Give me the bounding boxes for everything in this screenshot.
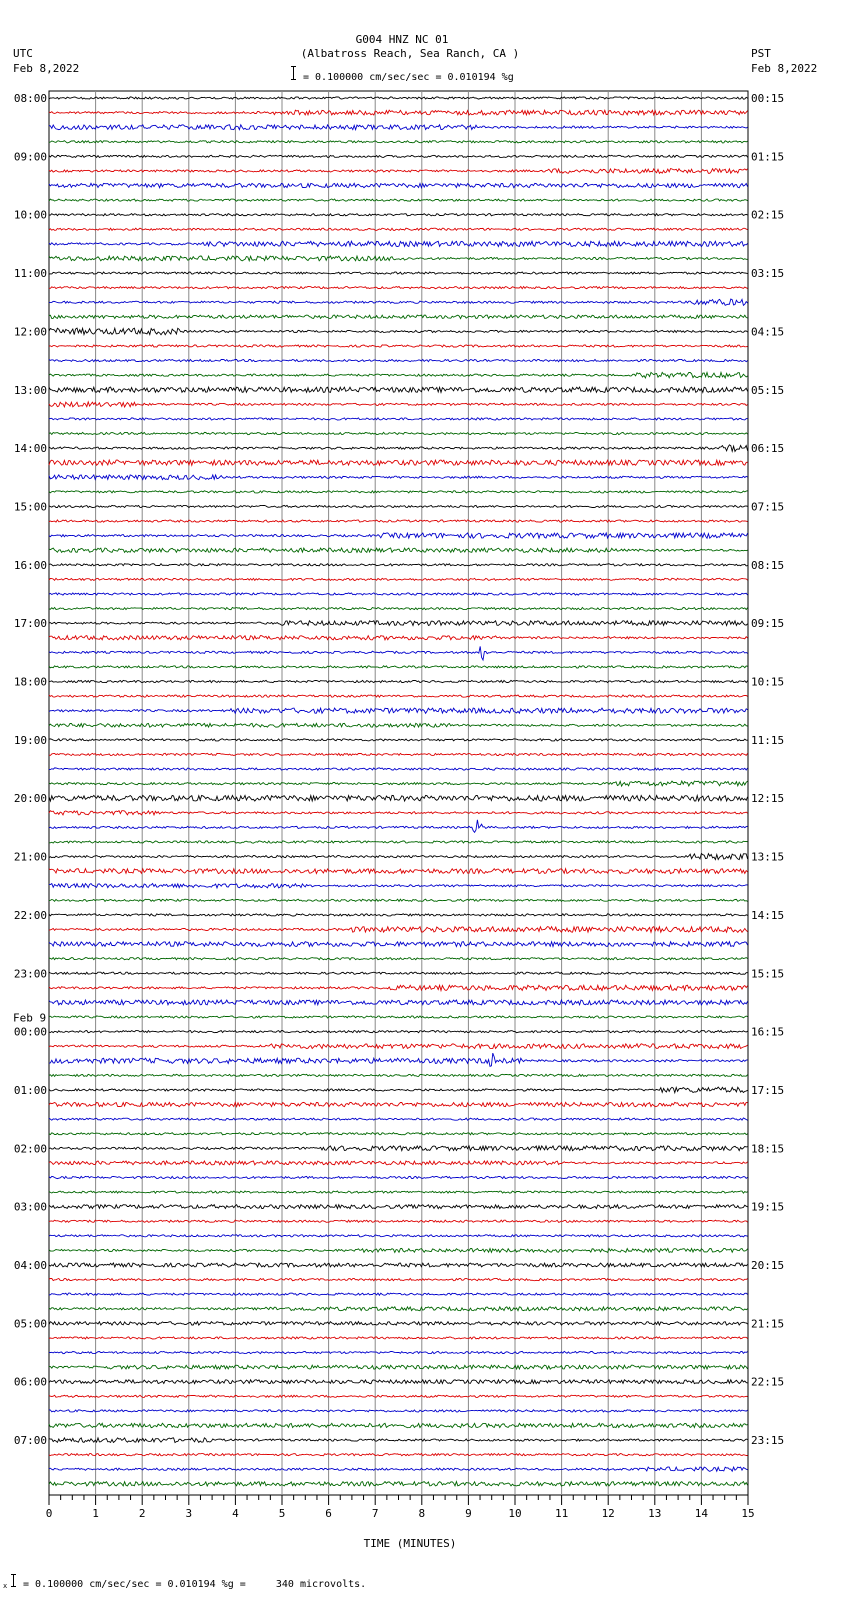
seismic-trace: [49, 548, 748, 552]
pst-hour-label: 18:15: [751, 1142, 785, 1156]
utc-hour-label: 18:00: [13, 675, 47, 689]
seismic-trace: [49, 360, 748, 362]
pst-hour-label: 01:15: [751, 150, 785, 164]
utc-hour-label: 01:00: [13, 1083, 47, 1097]
pst-hour-label: 19:15: [751, 1200, 785, 1214]
utc-hour-label: 06:00: [13, 1375, 47, 1389]
seismic-trace: [49, 418, 748, 420]
seismic-trace: [49, 608, 748, 610]
pst-hour-label: 10:15: [751, 675, 785, 689]
seismic-trace: [49, 1293, 748, 1295]
seismic-trace: [49, 228, 748, 230]
utc-hour-label: 17:00: [13, 617, 47, 631]
utc-hour-label: 13:00: [13, 383, 47, 397]
seismic-trace: [49, 1118, 748, 1120]
utc-hour-label: 07:00: [13, 1434, 47, 1448]
seismic-trace: [49, 241, 748, 246]
x-tick-label: 3: [185, 1507, 193, 1520]
seismic-trace: [49, 1365, 748, 1369]
pst-hour-label: 07:15: [751, 500, 785, 514]
seismic-trace: [49, 372, 748, 378]
seismic-trace: [49, 708, 748, 713]
utc-hour-label: 00:00: [13, 1025, 47, 1039]
seismic-trace: [49, 387, 748, 392]
x-tick-label: 5: [278, 1507, 286, 1520]
pst-hour-label: 14:15: [751, 908, 785, 922]
seismic-trace: [49, 1016, 748, 1018]
seismic-trace: [49, 1380, 748, 1384]
pst-hour-label: 02:15: [751, 208, 785, 222]
seismic-trace: [49, 125, 748, 130]
seismic-trace: [49, 1423, 748, 1427]
x-tick-label: 10: [508, 1507, 522, 1520]
pst-hour-label: 09:15: [751, 617, 785, 631]
pst-hour-label: 11:15: [751, 733, 785, 747]
seismic-trace: [49, 1191, 748, 1193]
seismic-trace: [49, 723, 748, 727]
seismic-trace: [49, 666, 748, 668]
seismic-trace: [49, 578, 748, 580]
seismic-trace: [49, 491, 748, 493]
x-axis-label: TIME (MINUTES): [363, 1537, 457, 1550]
x-tick-label: 8: [418, 1507, 426, 1520]
pst-hour-label: 17:15: [751, 1083, 785, 1097]
seismic-trace: [49, 533, 748, 538]
x-tick-label: 4: [232, 1507, 239, 1520]
x-tick-label: 1: [92, 1507, 99, 1520]
seismic-trace: [49, 272, 748, 274]
seismic-trace: [49, 1263, 748, 1267]
x-tick-label: 11: [554, 1507, 569, 1520]
seismic-trace: [49, 520, 748, 522]
seismic-trace: [49, 869, 748, 874]
utc-hour-label: 23:00: [13, 967, 47, 981]
pst-hour-label: 04:15: [751, 325, 785, 339]
x-tick-label: 15: [741, 1507, 755, 1520]
seismic-trace: [49, 1248, 748, 1252]
seismic-trace: [49, 795, 748, 801]
pst-hour-label: 03:15: [751, 267, 785, 281]
pst-hour-label: 12:15: [751, 792, 785, 806]
seismic-trace: [49, 820, 748, 833]
station-location: (Albatross Reach, Sea Ranch, CA ): [300, 47, 520, 60]
seismic-trace: [49, 811, 748, 815]
pst-hour-label: 20:15: [751, 1259, 785, 1272]
right-timezone: PST: [751, 47, 771, 60]
pst-hour-label: 15:15: [751, 967, 785, 981]
seismic-trace: [49, 958, 748, 960]
seismic-trace: [49, 1205, 748, 1209]
pst-hour-label: 00:15: [751, 92, 785, 105]
left-timezone: UTC: [13, 47, 33, 60]
utc-hour-label: 15:00: [13, 500, 47, 514]
seismic-trace: [49, 299, 748, 305]
seismic-trace: [49, 1395, 748, 1397]
scale-label: = 0.100000 cm/sec/sec = 0.010194 %g: [303, 72, 514, 83]
seismic-trace: [49, 1161, 748, 1165]
utc-hour-label: 11:00: [13, 267, 47, 281]
seismic-trace: [49, 199, 748, 201]
seismic-trace: [49, 942, 748, 947]
seismic-trace: [49, 646, 748, 660]
x-tick-label: 14: [694, 1507, 709, 1520]
seismic-trace: [49, 97, 748, 99]
date-change-label: Feb 9: [13, 1011, 47, 1025]
utc-hour-label: 05:00: [13, 1317, 47, 1331]
x-tick-label: 2: [138, 1507, 146, 1520]
utc-hour-label: 14:00: [13, 442, 47, 456]
seismic-trace: [49, 914, 748, 916]
seismic-trace: [49, 475, 748, 480]
pst-hour-label: 21:15: [751, 1317, 785, 1331]
seismic-trace: [49, 854, 748, 860]
footer-scale-note: = 0.100000 cm/sec/sec = 0.010194 %g = 340 microvolts.: [23, 1579, 367, 1590]
utc-hour-label: 22:00: [13, 908, 47, 922]
seismic-trace: [49, 1410, 748, 1412]
seismic-trace: [49, 1053, 748, 1066]
seismic-trace: [49, 183, 748, 187]
seismic-trace: [49, 768, 748, 770]
seismic-trace: [49, 445, 748, 452]
seismic-trace: [49, 753, 748, 755]
pst-hour-label: 08:15: [751, 558, 785, 572]
seismic-trace: [49, 315, 748, 319]
seismic-trace: [49, 636, 748, 640]
seismic-trace: [49, 1220, 748, 1222]
x-tick-label: 7: [371, 1507, 379, 1520]
seismic-trace: [49, 1074, 748, 1076]
seismic-trace: [49, 1235, 748, 1237]
seismic-trace: [49, 621, 748, 626]
seismic-trace: [49, 402, 748, 407]
seismic-trace: [49, 695, 748, 697]
seismic-trace: [49, 214, 748, 216]
seismic-trace: [49, 1031, 748, 1033]
utc-hour-label: 03:00: [13, 1200, 47, 1214]
left-date: Feb 8,2022: [13, 62, 80, 75]
seismic-trace: [49, 328, 748, 335]
seismic-trace: [49, 1322, 748, 1326]
seismic-trace: [49, 1102, 748, 1106]
seismic-trace: [49, 1337, 748, 1339]
seismic-trace: [49, 1351, 748, 1353]
seismic-trace: [49, 1454, 748, 1456]
x-tick-label: 13: [648, 1507, 662, 1520]
seismic-trace: [49, 505, 748, 507]
seismic-trace: [49, 1307, 748, 1311]
utc-hour-label: 08:00: [13, 92, 47, 105]
seismic-trace: [49, 899, 748, 901]
seismic-trace: [49, 1133, 748, 1135]
seismic-trace: [49, 781, 748, 786]
seismic-trace: [49, 169, 748, 174]
seismic-trace: [49, 1087, 748, 1093]
pst-hour-label: 23:15: [751, 1434, 785, 1448]
footer-scale-bar-icon: [13, 1574, 14, 1587]
utc-hour-label: 09:00: [13, 150, 47, 164]
seismic-trace: [49, 460, 748, 465]
seismic-trace: [49, 680, 748, 682]
seismic-trace: [49, 927, 748, 933]
seismic-trace: [49, 1438, 748, 1443]
seismic-trace: [49, 564, 748, 566]
seismic-trace: [49, 432, 748, 434]
x-tick-label: 6: [325, 1507, 332, 1520]
chart-title: G004 HNZ NC 01: [355, 33, 449, 46]
right-date: Feb 8,2022: [751, 62, 818, 75]
pst-hour-label: 06:15: [751, 442, 785, 456]
utc-hour-label: 21:00: [13, 850, 47, 864]
seismic-trace: [49, 1482, 748, 1486]
utc-hour-label: 16:00: [13, 558, 47, 572]
utc-hour-label: 04:00: [13, 1259, 47, 1272]
x-tick-label: 0: [45, 1507, 53, 1520]
pst-hour-label: 16:15: [751, 1025, 785, 1039]
seismic-trace: [49, 972, 748, 974]
seismic-trace: [49, 155, 748, 157]
seismic-trace: [49, 1000, 748, 1005]
seismic-trace: [49, 1467, 748, 1471]
seismic-trace: [49, 841, 748, 843]
pst-hour-label: 22:15: [751, 1375, 785, 1389]
utc-hour-label: 10:00: [13, 208, 47, 222]
seismic-trace: [49, 884, 748, 888]
pst-hour-label: 13:15: [751, 850, 785, 864]
utc-hour-label: 19:00: [13, 733, 47, 747]
seismic-trace: [49, 110, 748, 115]
seismic-trace: [49, 287, 748, 289]
utc-hour-label: 02:00: [13, 1142, 47, 1156]
seismic-trace: [49, 1044, 748, 1049]
utc-hour-label: 12:00: [13, 325, 47, 339]
seismic-trace: [49, 345, 748, 347]
seismic-trace: [49, 1176, 748, 1178]
seismic-trace: [49, 739, 748, 741]
pst-hour-label: 05:15: [751, 383, 785, 397]
seismic-trace: [49, 985, 748, 990]
seismic-trace: [49, 593, 748, 595]
seismic-trace: [49, 141, 748, 143]
x-tick-label: 9: [465, 1507, 472, 1520]
seismic-trace: [49, 256, 748, 261]
footer-mark: x: [3, 1582, 8, 1590]
seismic-trace: [49, 1279, 748, 1281]
utc-hour-label: 20:00: [13, 792, 47, 806]
seismic-trace: [49, 1146, 748, 1151]
x-tick-label: 12: [601, 1507, 615, 1520]
